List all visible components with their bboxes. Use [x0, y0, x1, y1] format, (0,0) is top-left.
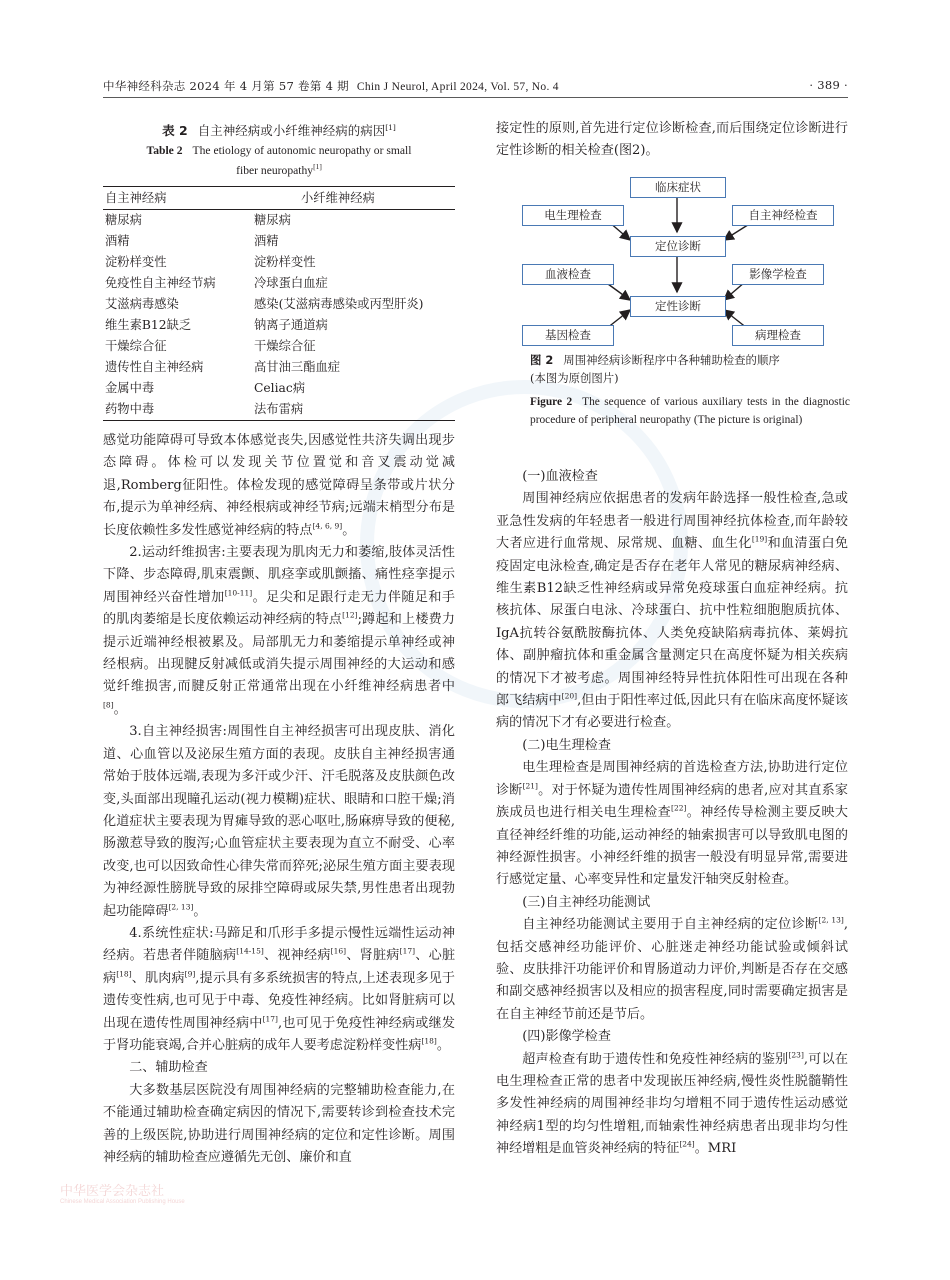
table-cell: 药物中毒: [105, 402, 155, 416]
citation: [9]: [184, 969, 196, 979]
paragraph: 超声检查有助于遗传性和免疫性神经病的鉴别[23],可以在电生理检查正常的患者中发现嵌压神经病,慢性炎性脱髓鞘性多发性神经病的周围神经非均匀增粗不同于遗传性运动感觉神经病1型的均匀性增粗,而轴索性神经病患者出现非均匀性神经增粗是血管炎神经病的特征[24]。MRI: [496, 1050, 848, 1157]
citation: [17]: [399, 946, 416, 956]
paragraph-continuation: 接定性的原则,首先进行定位诊断检查,而后围绕定位诊断进行定性诊断的相关检查(图2)。: [496, 121, 848, 159]
table-cell: 免疫性自主神经节病: [105, 276, 216, 290]
table-row: [103, 399, 455, 421]
citation: [23]: [788, 1050, 804, 1060]
citation: [16]: [330, 946, 347, 956]
box-pathology-test: 病理检查: [732, 325, 824, 346]
citation: [4, 6, 9]: [312, 521, 343, 531]
figure-caption-cn: 图 2 周围神经病诊断程序中各种辅助检查的顺序 (本图为原创图片): [530, 353, 780, 385]
citation: [19]: [751, 534, 768, 544]
section-heading: (四)影像学检查: [522, 1029, 611, 1045]
running-header: [103, 78, 848, 94]
header-rule: [103, 97, 848, 98]
right-column-text: [496, 466, 848, 1161]
figure-caption-en: Figure 2 The sequence of various auxiliary tests in the diagnostic procedure of peripheral neuropathy (The picture is original): [530, 396, 850, 426]
table-cell: 淀粉样变性: [105, 255, 167, 269]
box-localization: 定位诊断: [630, 236, 726, 257]
table-row: [103, 252, 455, 273]
table-row: [103, 273, 455, 294]
table-cell: 冷球蛋白血症: [254, 276, 328, 290]
citation: [2, 13]: [818, 915, 844, 925]
table-header-row: [103, 186, 455, 210]
flowchart-arrows: [512, 172, 842, 347]
table-cell: 金属中毒: [105, 381, 155, 395]
table-caption-en-cont: fiber neuropathy[1]: [236, 162, 322, 177]
section-heading: (一)血液检查: [522, 469, 598, 484]
section-heading: (二)电生理检查: [522, 737, 611, 753]
table-cell: 淀粉样变性: [254, 255, 316, 269]
table-row: [103, 210, 455, 231]
table-row: [103, 315, 455, 336]
citation: [8]: [103, 700, 114, 710]
table-cell: 高甘油三酯血症: [254, 360, 341, 374]
paragraph: 4.系统性症状:马蹄足和爪形手多提示慢性远端性运动神经病。若患者伴随脑病[14-15]、视神经病[16]、肾脏病[17]、心脏病[18]、肌肉病[9],提示具有多系统损害的特点,上述表现多见于遗传变性病,也可见于中毒、免疫性神经病。比如肾脏病可以出现在遗传性周围神经病中[17],也可见于免疫性神经病或继发于肾功能衰竭,合并心脏病的成年人要考虑淀粉样变性病[18]。: [103, 925, 456, 1053]
citation: [20]: [561, 691, 578, 701]
etiology-table: [103, 186, 455, 421]
table-cell: 钠离子通道病: [254, 318, 328, 332]
page-number: · 389 ·: [809, 78, 848, 92]
citation: [24]: [679, 1139, 695, 1149]
table-cell: 糖尿病: [254, 213, 291, 227]
citation: [17]: [262, 1014, 278, 1024]
table-cell: 酒精: [254, 234, 279, 248]
table-cell: 艾滋病毒感染: [105, 297, 179, 311]
table-cell: 感染(艾滋病毒感染或丙型肝炎): [254, 297, 424, 311]
paragraph-continuation: 感觉功能障碍可导致本体感觉丧失,因感觉性共济失调出现步态障碍。体检可以发现关节位置觉和音叉震动觉减退,Romberg征阳性。体检发现的感觉障碍呈条带或片状分布,提示为单神经病、神经根病或神经节病;远端末梢型分布是长度依赖性多发性感觉神经病的特点[4, 6, 9]。: [103, 433, 455, 538]
table-row: [103, 231, 455, 252]
citation: [21]: [522, 781, 538, 791]
box-genetic-test: 基因检查: [522, 325, 614, 346]
table-header-cell: 自主神经病: [105, 191, 167, 205]
paragraph: 3.自主神经损害:周围性自主神经损害可出现皮肤、消化道、心血管以及泌尿生殖方面的表现。皮肤自主神经损害通常始于肢体远端,表现为多汗或少汗、汗毛脱落及皮肤颜色改变,头面部出现瞳孔运动(视力模糊)症状、眼睛和口腔干燥;消化道症状主要表现为胃瘫导致的恶心呕吐,肠麻痹导致的便秘,肠激惹导致的腹泻;心血管症状主要表现为直立不耐受、心率改变,也可以因致命性心律失常而猝死;泌尿生殖方面主要表现为神经源性膀胱导致的尿排空障碍或尿失禁,男性患者出现勃起功能障碍[2, 13]。: [103, 724, 455, 919]
table-row: [103, 357, 455, 378]
box-clinical-symptoms: 临床症状: [630, 177, 726, 198]
table-cell: 法布雷病: [254, 402, 304, 416]
left-column-text: [103, 430, 455, 1169]
paragraph: 周围神经病应依据患者的发病年龄选择一般性检查,急或亚急性发病的年轻患者一般进行周围神经抗体检查,而年龄较大者应进行血常规、尿常规、血糖、血生化[19]和血清蛋白免疫固定电泳检查,确定是否存在老年人常见的糖尿病神经病、维生素B12缺乏性神经病或异常免疫球蛋白血症神经病。抗核抗体、尿蛋白电泳、冷球蛋白、抗中性粒细胞胞质抗体、IgA抗转谷氨酰胺酶抗体、人类免疫缺陷病毒抗体、莱姆抗体、副肿瘤抗体和重金属含量测定只在高度怀疑为相关疾病的情况下才被考虑。周围神经特异性抗体阳性可出现在各种郎飞结病中[20],但由于阳性率过低,因此只有在临床高度怀疑该病的情况下才有必要进行检查。: [496, 491, 849, 731]
table-cell: 维生素B12缺乏: [105, 318, 192, 332]
citation: [14-15]: [236, 946, 264, 956]
table-cell: 糖尿病: [105, 213, 142, 227]
right-column-intro: [496, 118, 848, 163]
publisher-logo: 中华医学会杂志社 Chinese Medical Association Publishing House: [60, 1184, 185, 1205]
table-cell: Celiac病: [254, 381, 306, 395]
table-row: [103, 378, 455, 399]
citation: [2, 13]: [168, 902, 194, 912]
box-electrophysiology: 电生理检查: [522, 205, 624, 226]
citation: [22]: [671, 803, 687, 813]
journal-citation: 中华神经科杂志 2024 年 4 月第 57 卷第 4 期 Chin J Neurol, April 2024, Vol. 57, No. 4: [103, 79, 559, 93]
paragraph: 2.运动纤维损害:主要表现为肌肉无力和萎缩,肢体灵活性下降、步态障碍,肌束震颤、肌痉挛或肌颤搐、痛性痉挛提示周围神经兴奋性增加[10-11]。足尖和足跟行走无力伴随足和手的肌肉萎缩是长度依赖运动神经病的特点[12];蹲起和上楼费力提示近端神经根被累及。局部肌无力和萎缩提示单神经或神经根病。出现腱反射减低或消失提示周围神经的大运动和感觉纤维损害,而腱反射正常通常出现在小纤维神经病患者中[8]。: [103, 545, 456, 717]
paragraph: 自主神经功能测试主要用于自主神经病的定位诊断[2, 13],包括交感神经功能评价、心脏迷走神经功能试验或倾斜试验、皮肤排汗功能评价和胃肠道动力评价,判断是否存在交感和副交感神经损害以及相应的损害程度,同时需要确定损害是在自主神经节前还是节后。: [496, 915, 848, 1022]
table-header-cell: 小纤维神经病: [301, 191, 375, 205]
citation: [18]: [421, 1036, 437, 1046]
box-imaging-test: 影像学检查: [732, 264, 824, 285]
box-qualitative: 定性诊断: [630, 296, 726, 317]
box-autonomic-test: 自主神经检查: [732, 205, 834, 226]
box-blood-test: 血液检查: [522, 264, 614, 285]
table-row: [103, 336, 455, 357]
table-caption-en: Table 2 The etiology of autonomic neuropathy or small: [146, 144, 412, 157]
section-heading: (三)自主神经功能测试: [522, 894, 651, 910]
figure-2-flowchart: [512, 172, 842, 347]
citation: [10-11]: [224, 588, 253, 598]
table-cell: 干燥综合征: [105, 339, 167, 353]
table-cell: 酒精: [105, 234, 130, 248]
table-caption-cn: 表 2 自主神经病或小纤维神经病的病因[1]: [162, 122, 396, 138]
table-cell: 遗传性自主神经病: [105, 360, 204, 374]
paragraph: 电生理检查是周围神经病的首选检查方法,协助进行定位诊断[21]。对于怀疑为遗传性周围神经病的患者,应对其直系家族成员也进行相关电生理检查[22]。神经传导检测主要反映大直径神经纤维的功能,运动神经的轴索损害可以导致肌电图的神经源性损害。小神经纤维的损害一般没有明显异常,需要进行感觉定量、心率变异性和定量发汗轴突反射检查。: [496, 760, 849, 888]
table-row: [103, 294, 455, 315]
section-heading: 二、辅助检查: [129, 1060, 208, 1076]
citation: [18]: [116, 969, 132, 979]
table-cell: 干燥综合征: [254, 339, 316, 353]
paragraph: 大多数基层医院没有周围神经病的完整辅助检查能力,在不能通过辅助检查确定病因的情况下,需要转诊到检查技术完善的上级医院,协助进行周围神经病的定位和定性诊断。周围神经病的辅助检查应遵循先无创、廉价和直: [103, 1082, 455, 1165]
citation: [12]: [342, 610, 358, 620]
